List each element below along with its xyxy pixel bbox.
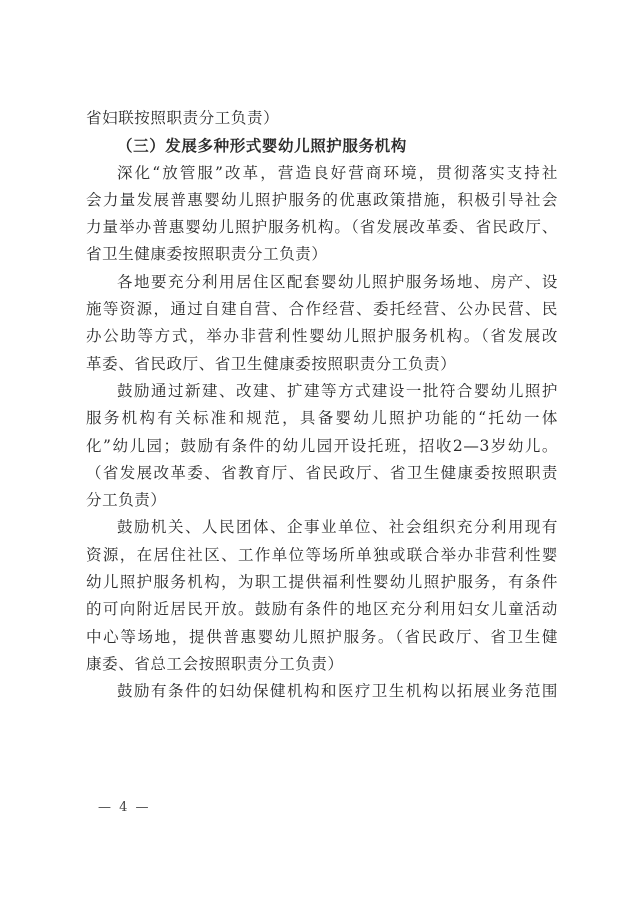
text-line: 省妇联按照职责分工负责）	[86, 109, 280, 127]
text-line: 办公助等方式，举办非营利性婴幼儿照护服务机构。（省发展改	[86, 327, 558, 346]
page-number: — 4 —	[98, 800, 151, 815]
text-line: 各地要充分利用居住区配套婴幼儿照护服务场地、房产、设	[117, 272, 558, 291]
text-line: 深化“放管服”改革，营造良好营商环境，贯彻落实支持社	[117, 163, 558, 182]
text-line: 中心等场地，提供普惠婴幼儿照护服务。（省民政厅、省卫生健	[86, 627, 558, 646]
text-line: 服务机构有关标准和规范，具备婴幼儿照护功能的“托幼一体	[86, 409, 558, 428]
text-line: 资源，在居住社区、工作单位等场所单独或联合举办非营利性婴	[86, 545, 558, 564]
text-line: 幼儿照护服务机构，为职工提供福利性婴幼儿照护服务，有条件	[86, 573, 558, 592]
text-line: 化”幼儿园；鼓励有条件的幼儿园开设托班，招收2—3岁幼儿。	[86, 436, 558, 455]
text-line: 鼓励机关、人民团体、企事业单位、社会组织充分利用现有	[117, 518, 558, 537]
text-line: 省卫生健康委按照职责分工负责）	[86, 245, 328, 264]
text-line: 康委、省总工会按照职责分工负责）	[86, 654, 344, 673]
text-line: 会力量发展普惠婴幼儿照护服务的优惠政策措施，积极引导社会	[86, 190, 558, 209]
document-body	[86, 105, 558, 706]
text-line: 分工负责）	[86, 491, 167, 510]
text-line: 的可向附近居民开放。鼓励有条件的地区充分利用妇女儿童活动	[86, 600, 558, 619]
text-line: 鼓励有条件的妇幼保健机构和医疗卫生机构以拓展业务范围	[117, 682, 558, 701]
text-line: 革委、省民政厅、省卫生健康委按照职责分工负责）	[86, 354, 457, 373]
text-line: 鼓励通过新建、改建、扩建等方式建设一批符合婴幼儿照护	[117, 381, 558, 400]
text-line: 力量举办普惠婴幼儿照护服务机构。（省发展改革委、省民政厅、	[86, 218, 558, 237]
text-line: 施等资源，通过自建自营、合作经营、委托经营、公办民营、民	[86, 300, 558, 319]
section-heading: （三）发展多种形式婴幼儿照护服务机构	[117, 136, 407, 156]
text-line: （省发展改革委、省教育厅、省民政厅、省卫生健康委按照职责	[86, 463, 558, 482]
